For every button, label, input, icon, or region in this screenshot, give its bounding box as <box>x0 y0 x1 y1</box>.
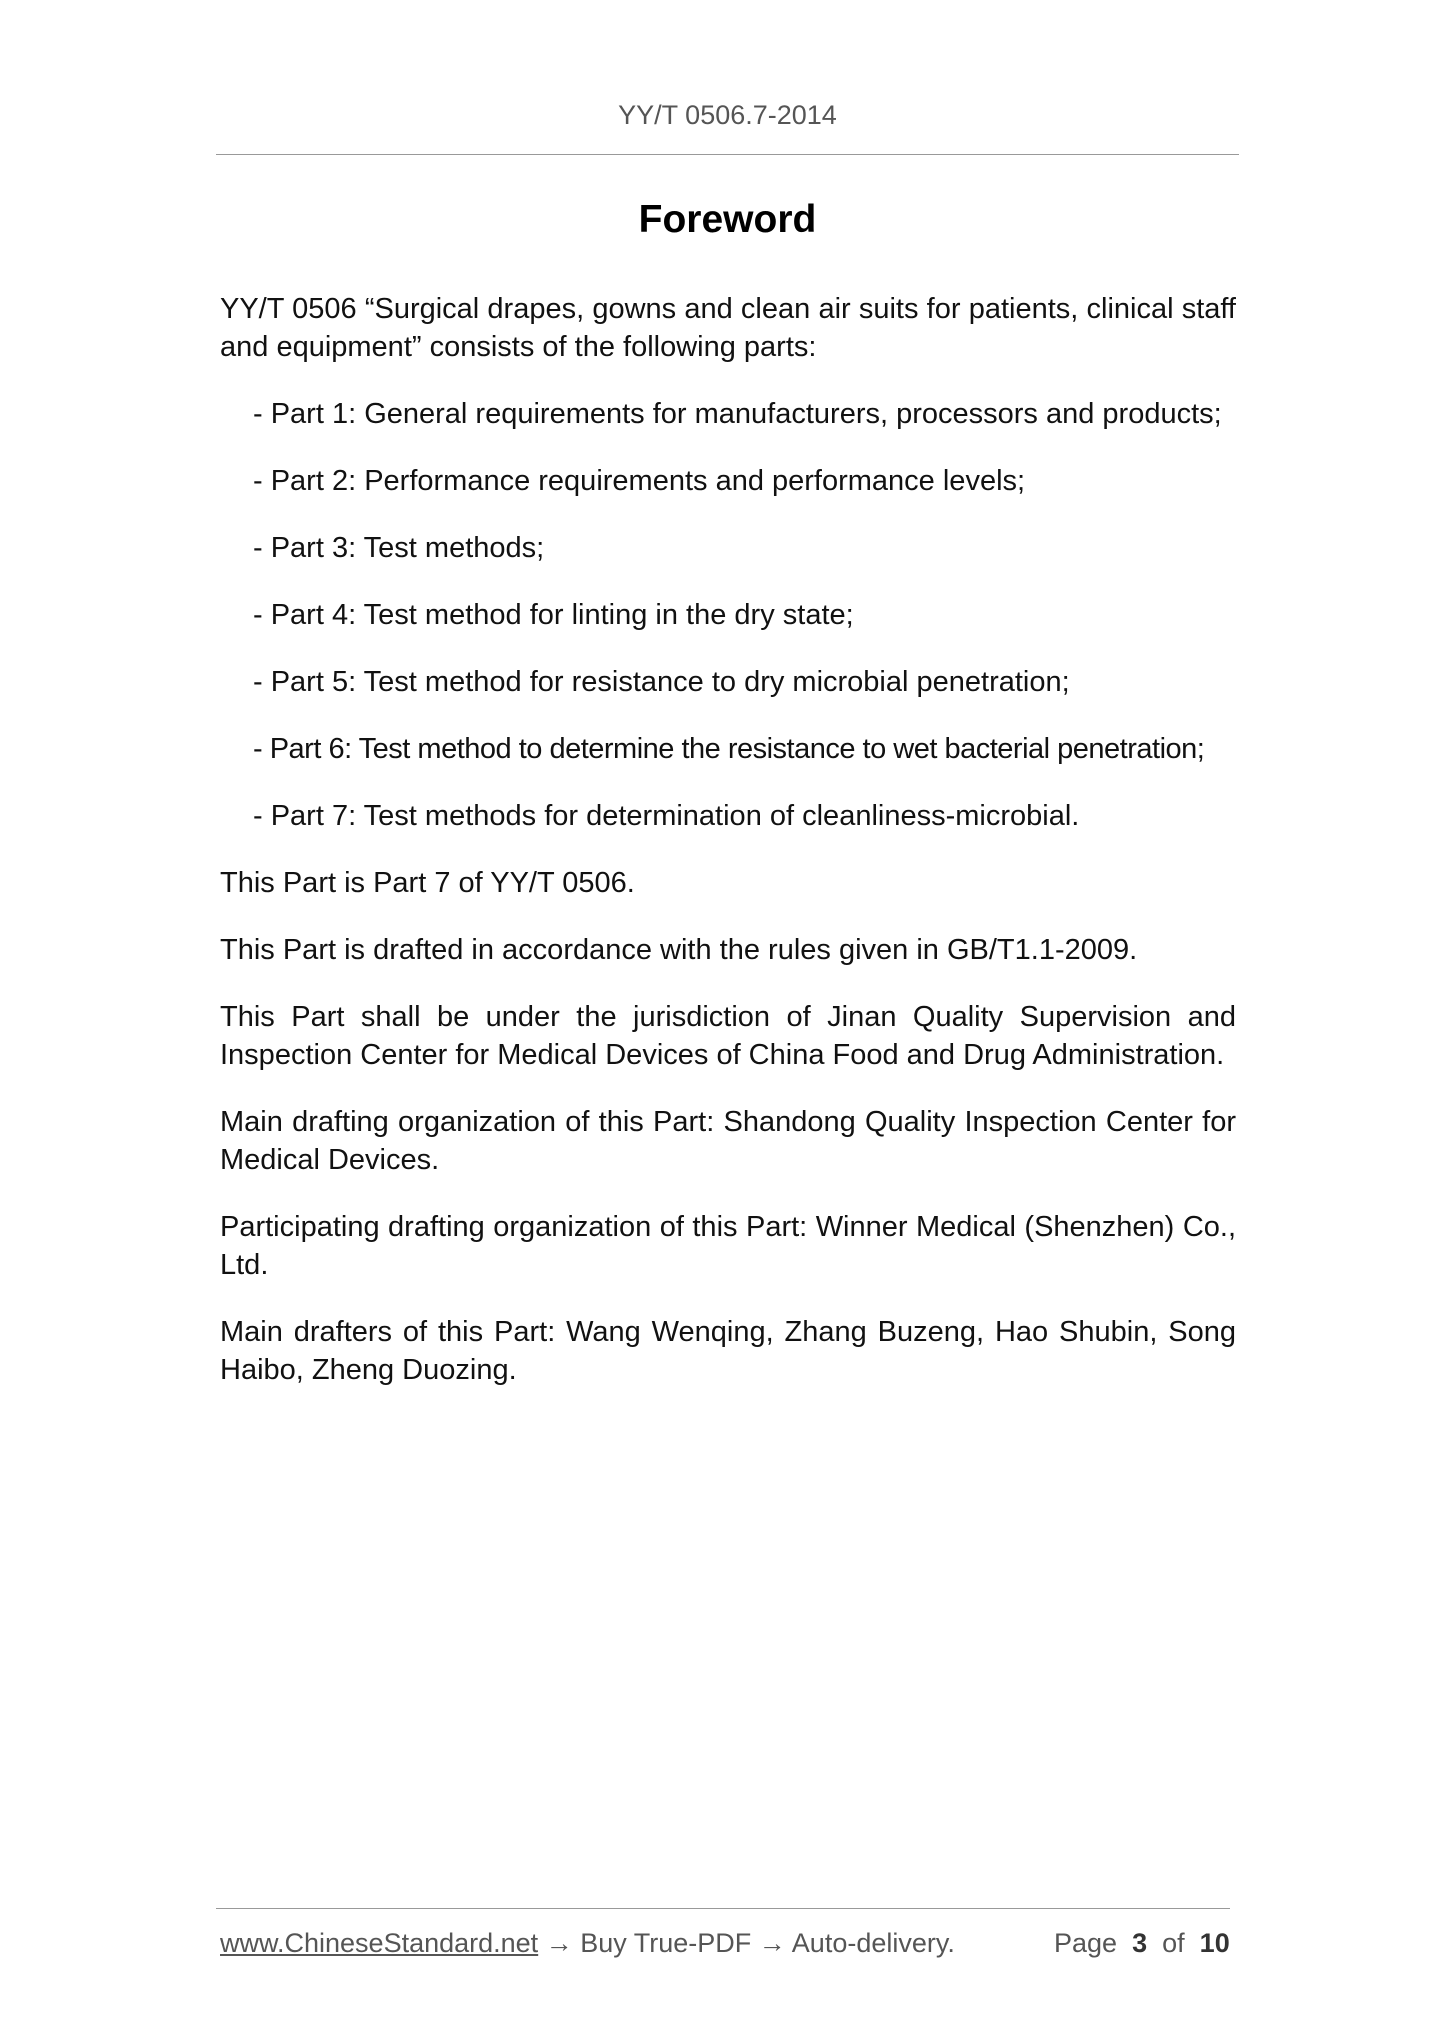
list-item-part-4: - Part 4: Test method for linting in the dry state; <box>253 599 854 631</box>
list-item-part-5: - Part 5: Test method for resistance to dry microbial penetration; <box>253 666 1070 698</box>
of-label: of <box>1162 1928 1185 1958</box>
buy-text: Buy True-PDF <box>580 1928 752 1958</box>
page-indicator <box>1054 1928 1230 1959</box>
arrow-right-icon: → <box>758 1928 786 1958</box>
list-item-part-6: - Part 6: Test method to determine the resistance to wet bacterial penetration; <box>253 733 1205 765</box>
paragraph-drafting-rules: This Part is drafted in accordance with the rules given in GB/T1.1-2009. <box>220 934 1138 966</box>
page-total: 10 <box>1199 1928 1230 1958</box>
intro-paragraph: YY/T 0506 “Surgical drapes, gowns and clean air suits for patients, clinical staff and equipment” consists of the following parts: <box>220 293 1236 363</box>
paragraph-part-number: This Part is Part 7 of YY/T 0506. <box>220 867 635 899</box>
list-item-part-3: - Part 3: Test methods; <box>253 532 545 564</box>
paragraph-jurisdiction: This Part shall be under the jurisdiction of Jinan Quality Supervision and Inspection Center for Medical Devices of China Food and Drug Administration. <box>220 1001 1236 1071</box>
footer-promo <box>220 1928 955 1959</box>
footer-divider <box>216 1908 1230 1909</box>
list-item-part-2: - Part 2: Performance requirements and performance levels; <box>253 465 1026 497</box>
page-current: 3 <box>1132 1928 1148 1958</box>
header-divider <box>216 154 1239 155</box>
paragraph-main-organization: Main drafting organization of this Part: Shandong Quality Inspection Center for Medical Devices. <box>220 1106 1236 1176</box>
document-body <box>220 290 1236 1418</box>
paragraph-participating-organization: Participating drafting organization of this Part: Winner Medical (Shenzhen) Co., Ltd. <box>220 1211 1236 1281</box>
website-link[interactable]: www.ChineseStandard.net <box>220 1928 539 1958</box>
header-doc-code: YY/T 0506.7-2014 <box>618 100 837 130</box>
paragraph-main-drafters: Main drafters of this Part: Wang Wenqing, Zhang Buzeng, Hao Shubin, Song Haibo, Zheng Duozing. <box>220 1316 1236 1386</box>
list-item-part-7: - Part 7: Test methods for determination of cleanliness-microbial. <box>253 800 1080 832</box>
delivery-text: Auto-delivery. <box>791 1928 955 1958</box>
page-label: Page <box>1054 1928 1118 1958</box>
arrow-right-icon: → <box>545 1928 573 1958</box>
list-item-part-1: - Part 1: General requirements for manufacturers, processors and products; <box>253 398 1222 430</box>
page-title: Foreword <box>638 198 817 241</box>
